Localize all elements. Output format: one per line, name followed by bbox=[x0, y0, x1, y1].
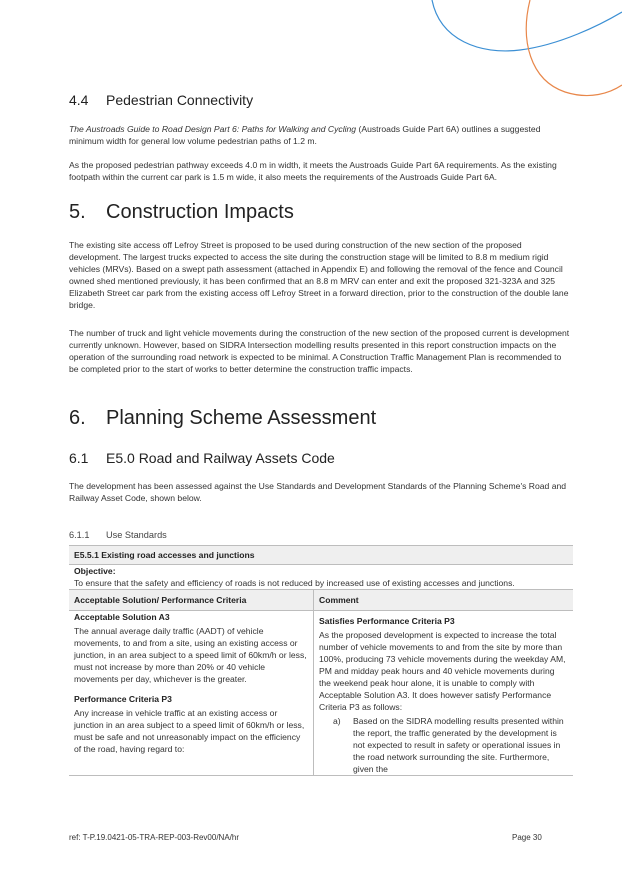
list-item bbox=[319, 715, 568, 775]
section-6-heading bbox=[69, 407, 376, 430]
section-4-4-title: Pedestrian Connectivity bbox=[106, 92, 254, 108]
guide-title-italic: The Austroads Guide to Road Design Part 6: Paths for Walking and Cycling bbox=[69, 124, 357, 134]
section-5-para1: The existing site access off Lefroy Street is proposed to be used during construction of the new section of the proposed development. The largest trucks expected to access the site during the construction stage will be limited to 8.8 m medium rigid vehicles (MRVs). Based on a swept path assessment (attached in Appendix E) and following the removal of the fence and Council owned shed mentioned previously, it has been confirmed that an 8.8 m MRV can enter and exit the proposed 321-323A and 325 Elizabeth Street car park from the existing access off Lefroy Street in a forward direction, prior to the construction of the double lane bridge. bbox=[69, 240, 569, 310]
objective-cell bbox=[69, 565, 573, 590]
section-6-1-1-heading bbox=[69, 530, 167, 540]
section-4-4-para1 bbox=[69, 123, 572, 147]
objective-text: To ensure that the safety and efficiency of roads is not reduced by increased use of existing accesses and junctions. bbox=[74, 578, 515, 588]
section-6-1-number: 6.1 bbox=[69, 450, 89, 466]
criteria-cell bbox=[69, 611, 314, 776]
section-4-4-para1-rest: (Austroads Guide Part 6A) outlines a suggested minimum width for general low volume pedestrian paths of 1.2 m. bbox=[69, 124, 541, 146]
p3-heading: Performance Criteria P3 bbox=[74, 694, 172, 704]
footer-ref: ref: T-P.19.0421-05-TRA-REP-003-Rev00/NA/hr bbox=[69, 833, 240, 842]
section-6-1-heading bbox=[69, 450, 335, 466]
section-6-title: Planning Scheme Assessment bbox=[106, 407, 377, 429]
section-4-4-heading bbox=[69, 92, 253, 108]
table-title: E5.5.1 Existing road accesses and junctions bbox=[69, 546, 573, 565]
list-item-text: Based on the SIDRA modelling results presented within the report, the traffic generated by the development is not expected to result in safety or operational issues in the road network surrounding the site. Furthermore, given the bbox=[353, 716, 564, 774]
section-6-1-title: E5.0 Road and Railway Assets Code bbox=[106, 450, 335, 466]
table-row bbox=[69, 611, 573, 776]
col-criteria-header: Acceptable Solution/ Performance Criteria bbox=[69, 590, 314, 611]
table-header-row bbox=[69, 590, 573, 611]
table-title-row bbox=[69, 546, 573, 565]
section-5-title: Construction Impacts bbox=[106, 201, 294, 223]
comment-text: As the proposed development is expected to increase the total number of vehicle movements to and from the site by more than 100%, producing 73 vehicle movements during the weekday AM, PM and midday peak hours and 40 vehicle movements during the weekend peak hour alone, it is unable to comply with Acceptable Solution A3. It does however satisfy Performance Criteria P3 as follows: bbox=[319, 630, 566, 712]
section-5-para2: The number of truck and light vehicle movements during the construction of the new section of the proposed current is development currently unknown. However, based on SIDRA Intersection modelling results presented in this report construction impacts on the operation of the surrounding road network is expected to be minimal. A Construction Traffic Management Plan is recommended to be completed prior to the start of works to better determine the construction traffic impacts. bbox=[69, 328, 570, 374]
section-5-number: 5. bbox=[69, 201, 86, 223]
section-6-1-para: The development has been assessed against the Use Standards and Development Standards of the Planning Scheme's Road and Railway Asset Code, shown below. bbox=[69, 481, 567, 503]
objective-row bbox=[69, 565, 573, 590]
section-5-heading bbox=[69, 201, 294, 224]
a3-text: The annual average daily traffic (AADT) of vehicle movements, to and from a site, using an existing access or junction, in an area subject to a speed limit of 60km/h or less, must not increase by more than 20% or 40 vehicle movements per day, whichever is the greater. bbox=[74, 626, 307, 684]
road-access-table bbox=[69, 545, 573, 776]
section-6-number: 6. bbox=[69, 407, 86, 429]
section-4-4-number: 4.4 bbox=[69, 92, 89, 108]
comment-heading: Satisfies Performance Criteria P3 bbox=[319, 616, 455, 626]
section-4-4-para2: As the proposed pedestrian pathway exceeds 4.0 m in width, it meets the Austroads Guide Part 6A requirements. As the existing footpath within the current car park is 1.5 m wide, it also meets the requirements of the Austroads Guide Part 6A. bbox=[69, 160, 557, 182]
footer-page-number: Page 30 bbox=[512, 833, 542, 842]
a3-heading: Acceptable Solution A3 bbox=[74, 612, 170, 622]
objective-label: Objective: bbox=[74, 566, 116, 576]
p3-text: Any increase in vehicle traffic at an existing access or junction in an area subject to a speed limit of 60km/h or less, must be safe and not unreasonably impact on the efficiency of the road, having regard to: bbox=[74, 708, 305, 754]
section-6-1-1-title: Use Standards bbox=[106, 530, 167, 540]
col-comment-header: Comment bbox=[314, 590, 574, 611]
section-6-1-1-number: 6.1.1 bbox=[69, 530, 90, 540]
orange-arc bbox=[526, 0, 622, 96]
comment-cell bbox=[314, 611, 574, 776]
list-item-label: a) bbox=[333, 716, 341, 726]
